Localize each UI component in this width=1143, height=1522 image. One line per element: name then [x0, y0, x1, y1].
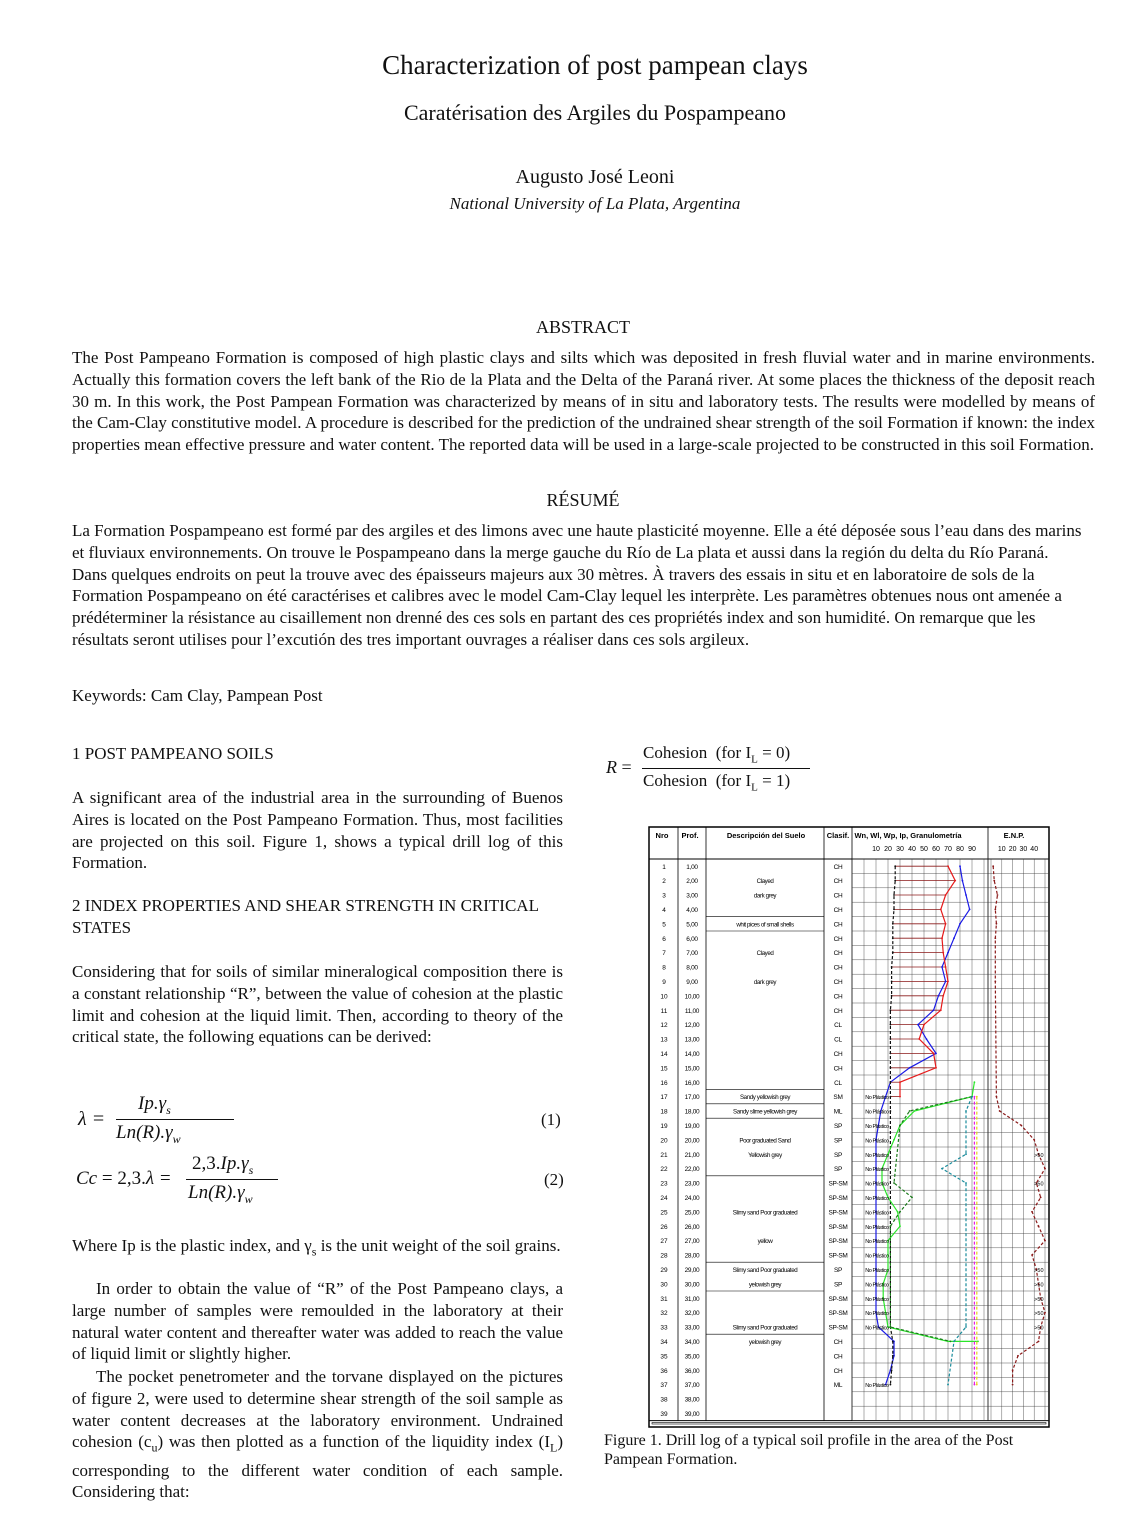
equation-2-number: (2) [544, 1170, 564, 1189]
series-point [890, 1110, 892, 1112]
series-point [914, 1110, 916, 1112]
soil-description: whit pices of small shells [736, 921, 794, 929]
soil-description: Slimy sand Poor graduated [732, 1324, 798, 1332]
series-point [933, 1053, 935, 1055]
series-point [976, 1384, 978, 1386]
row-number: 32 [660, 1310, 668, 1318]
series-point [892, 937, 894, 939]
series-point [1044, 1240, 1046, 1242]
series-point [892, 952, 894, 954]
series-point [962, 880, 964, 882]
series-point [893, 1182, 895, 1184]
series-point [971, 1096, 973, 1098]
paper-subtitle: Caratérisation des Argiles du Pospampeano [403, 100, 787, 125]
no-plastico-label: No Plástico [865, 1282, 889, 1289]
row-depth: 25,00 [684, 1209, 700, 1217]
equation-1: λ = $Ip.\gamma_s$ $Ln(R).\gamma_w$ [74, 1090, 274, 1150]
row-number: 37 [660, 1382, 668, 1390]
row-classification: SP-SM [828, 1238, 848, 1246]
row-number: 6 [662, 935, 666, 943]
row-depth: 23,00 [684, 1180, 700, 1188]
soil-description: Sandy yellowish grey [739, 1094, 791, 1102]
row-number: 1 [662, 863, 666, 871]
row-classification: CH [833, 906, 843, 914]
soil-description: Yellowish grey [748, 1151, 782, 1159]
row-depth: 30,00 [684, 1281, 700, 1289]
series-point [974, 1384, 976, 1386]
soil-description: Slimy sand Poor graduated [732, 1266, 798, 1274]
series-point [945, 966, 947, 968]
series-point [894, 880, 896, 882]
row-depth: 36,00 [684, 1367, 700, 1375]
row-number: 16 [660, 1079, 668, 1087]
enp-tick-label: 40 [1030, 846, 1039, 853]
soil-description: dark grey [753, 892, 777, 900]
row-number: 26 [660, 1223, 668, 1231]
series-point [969, 909, 971, 911]
row-classification: SP [833, 1166, 843, 1174]
series-point [891, 995, 893, 997]
row-classification: SP [833, 1266, 843, 1274]
series-point [890, 1096, 892, 1098]
row-classification: CH [833, 863, 843, 871]
plot-tick-label: 30 [896, 846, 904, 853]
row-depth: 7,00 [686, 950, 698, 958]
series-point [890, 1067, 892, 1069]
row-number: 28 [660, 1252, 668, 1260]
figure-border [649, 827, 1049, 1427]
no-plastico-label: No Plástico [865, 1195, 889, 1202]
series-point [899, 1081, 901, 1083]
row-classification: CH [833, 1007, 843, 1015]
row-depth: 19,00 [684, 1122, 700, 1130]
no-plastico-label: No Plástico [865, 1311, 889, 1318]
enp-tick-label: 20 [1008, 846, 1017, 853]
plot-tick-label: 40 [908, 846, 916, 853]
row-depth: 5,00 [686, 921, 698, 929]
no-plastico-label: No Plástico [865, 1296, 889, 1303]
plot-tick-label: 20 [884, 846, 892, 853]
row-depth: 8,00 [686, 964, 698, 972]
series-point [947, 952, 949, 954]
series-point [897, 1211, 899, 1213]
no-plastico-label: No Plástico [865, 1210, 889, 1217]
row-number: 4 [662, 906, 666, 914]
series-point [933, 1009, 935, 1011]
series-point [890, 1053, 892, 1055]
series-point [891, 966, 893, 968]
row-classification: SP-SM [828, 1223, 848, 1231]
series-point [1038, 1341, 1040, 1343]
row-depth: 27,00 [684, 1238, 700, 1246]
series-point [947, 865, 949, 867]
row-number: 7 [662, 950, 666, 958]
header-clasif: Clasif. [826, 831, 850, 840]
row-depth: 24,00 [684, 1194, 700, 1202]
series-point [1040, 1197, 1042, 1199]
row-depth: 38,00 [684, 1396, 700, 1404]
row-classification: CH [833, 878, 843, 886]
row-number: 12 [660, 1022, 668, 1030]
series-point [976, 1096, 978, 1098]
row-classification: SP-SM [828, 1252, 848, 1260]
row-depth: 2,00 [686, 878, 698, 886]
no-plastico-label: No Plástico [865, 1383, 889, 1390]
row-number: 13 [660, 1036, 668, 1044]
figure-caption: Figure 1. Drill log of a typical soil profile in the area of the Post Pampean Formation. [604, 1432, 1014, 1468]
series-point [890, 1038, 892, 1040]
equation-1-number: (1) [541, 1110, 561, 1129]
series-point [890, 1024, 892, 1026]
row-classification: SP-SM [828, 1295, 848, 1303]
series-point [941, 966, 943, 968]
resume-heading: RÉSUMÉ [546, 490, 620, 510]
series-point [938, 995, 940, 997]
series-point [993, 880, 995, 882]
row-depth: 1,00 [686, 863, 698, 871]
series-point [947, 981, 949, 983]
row-number: 36 [660, 1367, 668, 1375]
row-number: 25 [660, 1209, 668, 1217]
series-point [1020, 1125, 1022, 1127]
series-point [1031, 1254, 1033, 1256]
row-number: 35 [660, 1353, 668, 1361]
row-classification: CH [833, 892, 843, 900]
row-classification: CH [833, 1050, 843, 1058]
series-point [918, 1038, 920, 1040]
section-1-heading: 1 POST PAMPEANO SOILS [72, 744, 274, 763]
row-number: 5 [662, 921, 666, 929]
row-classification: CH [833, 1338, 843, 1346]
series-point [926, 1038, 928, 1040]
row-number: 24 [660, 1194, 668, 1202]
row-depth: 10,00 [684, 993, 700, 1001]
where-paragraph: Where Ip is the plastic index, and $\gamma_s$ is the unit weight of the soil grains. [72, 1236, 561, 1259]
row-classification: SP-SM [828, 1180, 848, 1188]
soil-description: Clayed [756, 950, 774, 958]
series-point [940, 909, 942, 911]
soil-description: yelowish grey [748, 1338, 782, 1346]
row-classification: CH [833, 978, 843, 986]
enp-tick-label: 30 [1019, 846, 1028, 853]
series-point [892, 923, 894, 925]
enp-over-label: >50 [1034, 1181, 1044, 1188]
row-classification: SP-SM [828, 1324, 848, 1332]
series-point [891, 981, 893, 983]
series-point [890, 1384, 892, 1386]
row-classification: CH [833, 1367, 843, 1375]
series-point [894, 865, 896, 867]
series-point [953, 1341, 955, 1343]
keywords: Keywords: Cam Clay, Pampean Post [72, 686, 323, 705]
series-point [947, 1384, 949, 1386]
series-point [935, 1067, 937, 1069]
series-point [893, 1139, 895, 1141]
row-classification: ML [833, 1382, 843, 1390]
plot-tick-label: 60 [932, 846, 940, 853]
row-depth: 31,00 [684, 1295, 700, 1303]
paragraph-remoulded: In order to obtain the value of “R” of the Post Pampeano clays, a large number of samples were remoulded in the laboratory at their natural water content and thereafter water was added to reach the value of liquid limit or slightly higher. [72, 1279, 563, 1364]
soil-description: yelowish grey [748, 1281, 782, 1289]
series-point [945, 894, 947, 896]
row-classification: SP [833, 1151, 843, 1159]
row-depth: 21,00 [684, 1151, 700, 1159]
enp-tick-label: 10 [997, 846, 1006, 853]
plot-tick-label: 70 [944, 846, 952, 853]
plot-tick-label: 80 [956, 846, 964, 853]
series-point [996, 923, 998, 925]
series-point [890, 1081, 892, 1083]
row-number: 22 [660, 1166, 668, 1174]
series-point [909, 1067, 911, 1069]
series-point [942, 995, 944, 997]
row-number: 29 [660, 1266, 668, 1274]
row-number: 38 [660, 1396, 668, 1404]
row-classification: CH [833, 1065, 843, 1073]
row-depth: 28,00 [684, 1252, 700, 1260]
row-number: 34 [660, 1338, 668, 1346]
row-number: 27 [660, 1238, 668, 1246]
soil-description: Clayed [756, 878, 774, 886]
series-point [959, 865, 961, 867]
soil-description: dark grey [753, 978, 777, 986]
enp-over-label: >50 [1034, 1267, 1044, 1274]
row-number: 18 [660, 1108, 668, 1116]
header-desc: Descripción del Suelo [726, 831, 806, 840]
row-depth: 6,00 [686, 935, 698, 943]
row-number: 17 [660, 1094, 668, 1102]
enp-over-label: >50 [1034, 1311, 1044, 1318]
series-point [945, 981, 947, 983]
no-plastico-label: No Plástico [865, 1239, 889, 1246]
series-point [965, 1110, 967, 1112]
no-plastico-label: No Plástico [865, 1267, 889, 1274]
no-plastico-label: No Plástico [865, 1152, 889, 1159]
no-plastico-label: No Plástico [865, 1109, 889, 1116]
row-depth: 32,00 [684, 1310, 700, 1318]
series-point [1033, 1139, 1035, 1141]
series-point [992, 865, 994, 867]
row-classification: ML [833, 1108, 843, 1116]
series-point [965, 1182, 967, 1184]
no-plastico-label: No Plástico [865, 1167, 889, 1174]
series-point [999, 1110, 1001, 1112]
row-classification: CL [834, 1079, 842, 1087]
no-plastico-label: No Plástico [865, 1181, 889, 1188]
row-depth: 12,00 [684, 1022, 700, 1030]
series-point [1044, 1312, 1046, 1314]
row-depth: 16,00 [684, 1079, 700, 1087]
no-plastico-label: No Plástico [865, 1253, 889, 1260]
row-depth: 29,00 [684, 1266, 700, 1274]
enp-over-label: >50 [1034, 1325, 1044, 1332]
series-point [953, 937, 955, 939]
row-depth: 4,00 [686, 906, 698, 914]
row-classification: SP [833, 1137, 843, 1145]
no-plastico-label: No Plástico [865, 1224, 889, 1231]
row-classification: CH [833, 1353, 843, 1361]
row-classification: SP-SM [828, 1310, 848, 1318]
series-point [941, 937, 943, 939]
header-plot: Wn, Wl, Wp, Ip, Granulometría [854, 831, 962, 840]
series-point [899, 1096, 901, 1098]
series-point [890, 1009, 892, 1011]
row-number: 31 [660, 1295, 668, 1303]
series-point [911, 1197, 913, 1199]
series-point [965, 1326, 967, 1328]
row-depth: 33,00 [684, 1324, 700, 1332]
row-number: 9 [662, 978, 666, 986]
series-point [890, 1326, 892, 1328]
resume-text: La Formation Pospampeano est formé par des argiles et des limons avec une haute plasticité moyenne. Elle a été déposée sous l’eau dans des marins et fluviaux environnements. On trouve le Pospampeano dans la merge gauche du Río de La plata et aussi dans la región du delta du Río Paraná. Dans quelques endroits on peut la trouve avec des épaisseurs majeurs aux 30 mètres. À travers des essais in situ et en laboratoire de sols de la Formation Pospampeano on été caractérises et calibres avec le model Cam-Clay lequel les interprète. Les paramètres obtenues nous ont amenée a prédéterminer la résistance au cisaillement non drenné des ces sols en partant des ces propriétés index and son humidité. On remarque que les résultats seront utilises pour l’excutión des tres important ouvrages a réaliser dans ces sols argileux. [72, 521, 1082, 649]
enp-over-label: >50 [1034, 1152, 1044, 1159]
series-point [923, 1024, 925, 1026]
series-point [891, 1369, 893, 1371]
series-point [1044, 1168, 1046, 1170]
series-point [997, 894, 999, 896]
no-plastico-label: No Plástico [865, 1138, 889, 1145]
row-depth: 3,00 [686, 892, 698, 900]
series-point [899, 1211, 901, 1213]
series-point [965, 894, 967, 896]
row-classification: SP [833, 1281, 843, 1289]
row-number: 8 [662, 964, 666, 972]
author-affiliation: National University of La Plata, Argentina [449, 194, 741, 213]
row-number: 2 [662, 878, 666, 886]
equation-r: R = Cohesion (for $I_L = 0$) Cohesion (for $I_L = 1$) [606, 743, 836, 799]
row-depth: 14,00 [684, 1050, 700, 1058]
series-point [942, 952, 944, 954]
series-point [892, 1355, 894, 1357]
series-point [996, 1096, 998, 1098]
series-point [917, 1024, 919, 1026]
no-plastico-label: No Plástico [865, 1095, 889, 1102]
row-classification: CL [834, 1022, 842, 1030]
row-classification: CH [833, 964, 843, 972]
soil-description: Slimy sand Poor graduated [732, 1209, 798, 1217]
row-classification: SP-SM [828, 1194, 848, 1202]
row-classification: CL [834, 1036, 842, 1044]
row-number: 21 [660, 1151, 668, 1159]
enp-over-label: >50 [1034, 1296, 1044, 1303]
series-point [994, 937, 996, 939]
series-point [899, 1125, 901, 1127]
no-plastico-label: No Plástico [865, 1123, 889, 1130]
no-plastico-label: No Plástico [865, 1325, 889, 1332]
row-number: 3 [662, 892, 666, 900]
section-1-text: A significant area of the industrial area in the surrounding of Buenos Aires is located on the Post Pampeano Formation. Thus, most facilities are projected on this soil. Figure 1, shows a typical drill log of this Formation. [72, 788, 563, 873]
row-classification: CH [833, 921, 843, 929]
series-point [974, 1096, 976, 1098]
row-depth: 9,00 [686, 978, 698, 986]
soil-description: Sandy slime yellowish grey [733, 1108, 797, 1116]
series-point [941, 1168, 943, 1170]
series-point [899, 1225, 901, 1227]
row-number: 14 [660, 1050, 668, 1058]
row-depth: 26,00 [684, 1223, 700, 1231]
row-number: 15 [660, 1065, 668, 1073]
series-point [935, 1053, 937, 1055]
soil-description: Poor graduated Sand [739, 1137, 791, 1145]
row-number: 30 [660, 1281, 668, 1289]
section-2-text: Considering that for soils of similar mineralogical composition there is a constant relationship “R”, between the value of cohesion at the plastic limit and cohesion at the liquid limit. Then, according to theory of the critical state, the following equations can be derived: [72, 962, 563, 1047]
series-point [950, 1341, 952, 1343]
row-classification: SM [833, 1094, 843, 1102]
author-name: Augusto José Leoni [515, 166, 675, 188]
series-point [974, 1081, 976, 1083]
row-classification: CH [833, 950, 843, 958]
section-2-heading: 2 INDEX PROPERTIES AND SHEAR STRENGTH IN CRITICAL STATES [72, 896, 539, 937]
row-classification: SP [833, 1122, 843, 1130]
series-point [1012, 1369, 1014, 1371]
row-number: 23 [660, 1180, 668, 1188]
row-depth: 13,00 [684, 1036, 700, 1044]
series-point [965, 1153, 967, 1155]
series-point [994, 909, 996, 911]
series-point [959, 923, 961, 925]
series-point [893, 909, 895, 911]
row-classification: CH [833, 935, 843, 943]
enp-over-label: >50 [1034, 1282, 1044, 1289]
header-enp: E.N.P. [1003, 831, 1025, 840]
row-depth: 20,00 [684, 1137, 700, 1145]
row-classification: CH [833, 993, 843, 1001]
row-number: 39 [660, 1410, 668, 1418]
paragraph-penetrometer: The pocket penetrometer and the torvane displayed on the pictures of figure 2, were used to determine shear strength of the soil sample as water content decreases at the laboratory environment. Undrained cohesion $(c_u)$ was then plotted as a function of the liquidity index $(I_L)$ corresponding to the different water condition of each sample. Considering that: [72, 1367, 563, 1502]
series-point [909, 1110, 911, 1112]
drill-log-figure [648, 826, 1050, 1428]
row-depth: 11,00 [684, 1007, 700, 1015]
abstract-text: The Post Pampeano Formation is composed of high plastic clays and silts which was deposited in fresh fluvial water and in marine environments. Actually this formation covers the left bank of the Rio de la Plata and the Delta of the Paraná river. At some places the thickness of the deposit reach 30 m. In this work, the Post Pampean Formation was characterized by means of in situ and laboratory tests. The results were modelled by means of the Cam-Clay constitutive model. A procedure is described for the prediction of the undrained shear strength of the soil Formation if known: the index properties mean effective pressure and water content. The reported data will be used in a large-scale projected to be constructed in this soil Formation. [72, 348, 1095, 455]
row-depth: 39,00 [684, 1410, 700, 1418]
plot-tick-label: 90 [968, 846, 976, 853]
series-point [945, 923, 947, 925]
series-point [1017, 1355, 1019, 1357]
row-classification: SP-SM [828, 1209, 848, 1217]
row-depth: 34,00 [684, 1338, 700, 1346]
soil-description: yellow [757, 1238, 773, 1246]
row-number: 10 [660, 993, 668, 1001]
header-nro: Nro [655, 831, 669, 840]
row-number: 19 [660, 1122, 668, 1130]
plot-tick-label: 10 [872, 846, 880, 853]
row-depth: 17,00 [684, 1094, 700, 1102]
series-point [954, 880, 956, 882]
paper-title: Characterization of post pampean clays [382, 50, 808, 80]
row-depth: 18,00 [684, 1108, 700, 1116]
equation-2: Cc = 2,3.λ = $2,3.Ip.\gamma_s$ $Ln(R).\gamma_w$ [76, 1151, 316, 1211]
row-number: 11 [660, 1007, 668, 1015]
series-point [890, 1225, 892, 1227]
row-depth: 37,00 [684, 1382, 700, 1390]
row-depth: 22,00 [684, 1166, 700, 1174]
abstract-heading: ABSTRACT [535, 317, 631, 337]
header-prof: Prof. [681, 831, 699, 840]
series-point [1012, 1384, 1014, 1386]
row-number: 33 [660, 1324, 668, 1332]
series-point [940, 1009, 942, 1011]
plot-tick-label: 50 [920, 846, 928, 853]
series-point [1031, 1211, 1033, 1213]
series-point [994, 981, 996, 983]
series-point [1038, 1225, 1040, 1227]
series-point [893, 894, 895, 896]
row-depth: 35,00 [684, 1353, 700, 1361]
row-depth: 15,00 [684, 1065, 700, 1073]
series-point [892, 1341, 894, 1343]
row-number: 20 [660, 1137, 668, 1145]
